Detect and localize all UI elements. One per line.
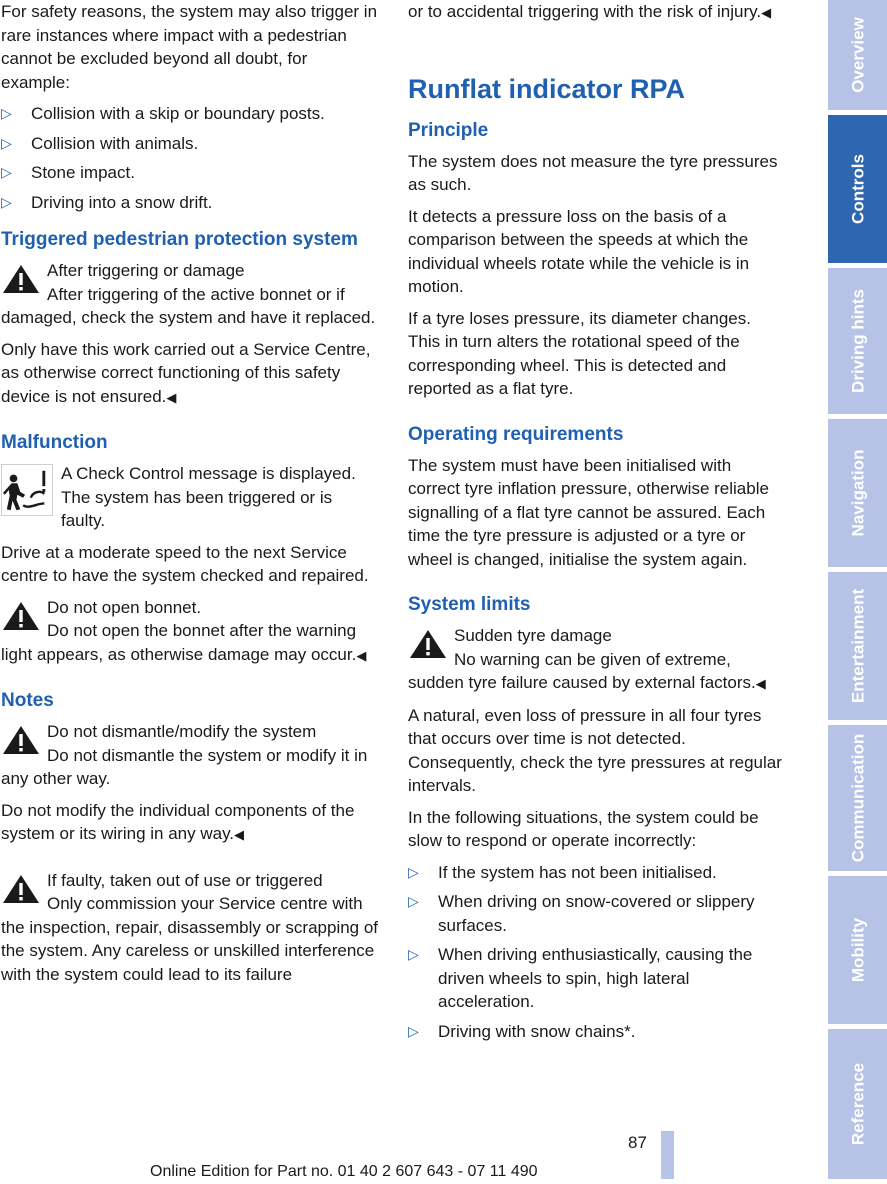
tab-entertainment[interactable]: Entertainment <box>828 572 887 720</box>
warning-text: No warning can be given of extreme, sudden tyre failure caused by external factors.◀ <box>408 649 766 692</box>
tab-reference[interactable]: Reference <box>828 1029 887 1179</box>
warning-text: Do not open the bonnet after the warning light appears, as otherwise damage may occur.◀ <box>1 621 367 664</box>
tab-mobility[interactable]: Mobility <box>828 876 887 1024</box>
page-number: 87 <box>628 1133 647 1152</box>
end-mark-icon: ◀ <box>234 827 245 842</box>
list-item: ▷ Collision with animals. <box>1 132 379 156</box>
warning-block <box>1 869 379 987</box>
list-item: ▷ When driving enthusiastically, causing the driven wheels to spin, high lateral acceleration. <box>408 945 753 1011</box>
end-mark-icon: ◀ <box>755 676 766 691</box>
tab-navigation[interactable]: Navigation <box>828 419 887 567</box>
trigger-examples-list <box>1 102 379 214</box>
bullet-icon: ▷ <box>1 105 12 121</box>
list-item: ▷ Driving into a snow drift. <box>1 191 379 215</box>
limits-paragraph-1: A natural, even loss of pressure in all four tyres that occurs over time is not detected. Consequently, check the tyre pressures at regular intervals. <box>408 705 782 795</box>
list-item: ▷ When driving on snow-covered or slippery surfaces. <box>408 892 755 935</box>
bullet-icon: ▷ <box>1 164 12 180</box>
warning-triangle-icon <box>1 873 41 905</box>
bullet-icon: ▷ <box>1 193 12 210</box>
tab-controls[interactable]: Controls <box>828 115 887 263</box>
limits-paragraph-2: In the following situations, the system could be slow to respond or operate incorrectly: <box>408 807 759 850</box>
list-item: ▷ Collision with a skip or boundary posts. <box>1 102 379 126</box>
warning-title: If faulty, taken out of use or triggered <box>47 870 323 890</box>
left-column <box>1 0 379 994</box>
warning-title: Do not open bonnet. <box>47 597 202 617</box>
warning-triangle-icon <box>1 600 41 632</box>
limits-heading: System limits <box>408 594 531 615</box>
malfunction-line-1: A Check Control message is displayed. <box>61 464 356 483</box>
bullet-icon: ▷ <box>408 893 419 909</box>
warning-triangle-icon <box>1 263 41 295</box>
tab-driving-hints[interactable]: Driving hints <box>828 268 887 414</box>
tab-overview[interactable]: Overview <box>828 0 887 110</box>
warning-paragraph: Only have this work carried out a Service Centre, as otherwise correct functioning of this safety device is not ensured.◀ <box>1 339 371 406</box>
warning-title: Do not dismantle/modify the system <box>47 722 317 741</box>
bullet-icon: ▷ <box>408 946 419 962</box>
warning-triangle-icon <box>408 628 448 660</box>
triggered-heading: Triggered pedestrian protection system <box>1 229 358 250</box>
operating-heading: Operating requirements <box>408 423 624 445</box>
notes-heading: Notes <box>1 690 54 711</box>
principle-paragraph-1: The system does not measure the tyre pressures as such. <box>408 151 778 194</box>
warning-block <box>1 596 379 668</box>
end-mark-icon: ◀ <box>356 647 367 663</box>
continued-paragraph: or to accidental triggering with the risk of injury.◀ <box>408 2 772 21</box>
end-mark-icon: ◀ <box>761 5 772 20</box>
page-marker-bar <box>661 1131 674 1179</box>
principle-paragraph-3: If a tyre loses pressure, its diameter changes. This in turn alters the rotational speed of the corresponding wheel. This is detected and reported as a flat tyre. <box>408 308 751 398</box>
bullet-icon: ▷ <box>1 134 12 151</box>
principle-heading: Principle <box>408 119 489 141</box>
malfunction-line-2: The system has been triggered or is faulty. <box>61 487 333 530</box>
limits-list <box>408 861 786 1044</box>
warning-text: After triggering of the active bonnet or if damaged, check the system and have it replaced. <box>1 284 376 327</box>
warning-text: Only commission your Service centre with the inspection, repair, disassembly or scrapping of the system. Any careless or unskilled interference with the system could lead to its failure <box>1 894 379 984</box>
bullet-icon: ▷ <box>408 1022 419 1039</box>
chapter-tabs <box>828 0 887 1179</box>
list-item: ▷ Driving with snow chains*. <box>408 1020 786 1044</box>
intro-paragraph: For safety reasons, the system may also trigger in rare instances where impact with a pedestrian cannot be excluded beyond all doubt, for example: <box>1 2 378 92</box>
warning-triangle-icon <box>1 724 41 756</box>
rpa-heading: Runflat indicator RPA <box>408 73 686 104</box>
warning-block <box>1 720 379 791</box>
warning-title: After triggering or damage <box>47 261 245 280</box>
malfunction-heading: Malfunction <box>1 432 108 453</box>
malfunction-paragraph: Drive at a moderate speed to the next Service centre to have the system checked and repaired. <box>1 542 369 585</box>
pedestrian-protection-icon <box>1 464 53 516</box>
warning-title: Sudden tyre damage <box>454 626 612 645</box>
warning-block <box>1 259 379 330</box>
check-control-block <box>1 462 379 533</box>
warning-block <box>408 624 786 696</box>
notes-paragraph: Do not modify the individual components of the system or its wiring in any way.◀ <box>1 800 355 843</box>
tab-communication[interactable]: Communication <box>828 725 887 871</box>
footer-edition-text: Online Edition for Part no. 01 40 2 607 643 - 07 11 490 <box>150 1163 538 1180</box>
operating-paragraph: The system must have been initialised with correct tyre inflation pressure, otherwise reliable signalling of a flat tyre cannot be assured. Each time the tyre pressure is adjusted or a tyre or wheel is changed, initialise the system again. <box>408 455 769 569</box>
list-item: ▷ If the system has not been initialised. <box>408 861 786 885</box>
bullet-icon: ▷ <box>408 863 419 880</box>
list-item: ▷ Stone impact. <box>1 161 379 185</box>
end-mark-icon: ◀ <box>166 389 177 405</box>
right-column <box>408 0 786 1057</box>
principle-paragraph-2: It detects a pressure loss on the basis of a comparison between the speeds at which the individual wheels rotate while the vehicle is in motion. <box>408 206 750 296</box>
warning-text: Do not dismantle the system or modify it in any other way. <box>1 745 368 788</box>
